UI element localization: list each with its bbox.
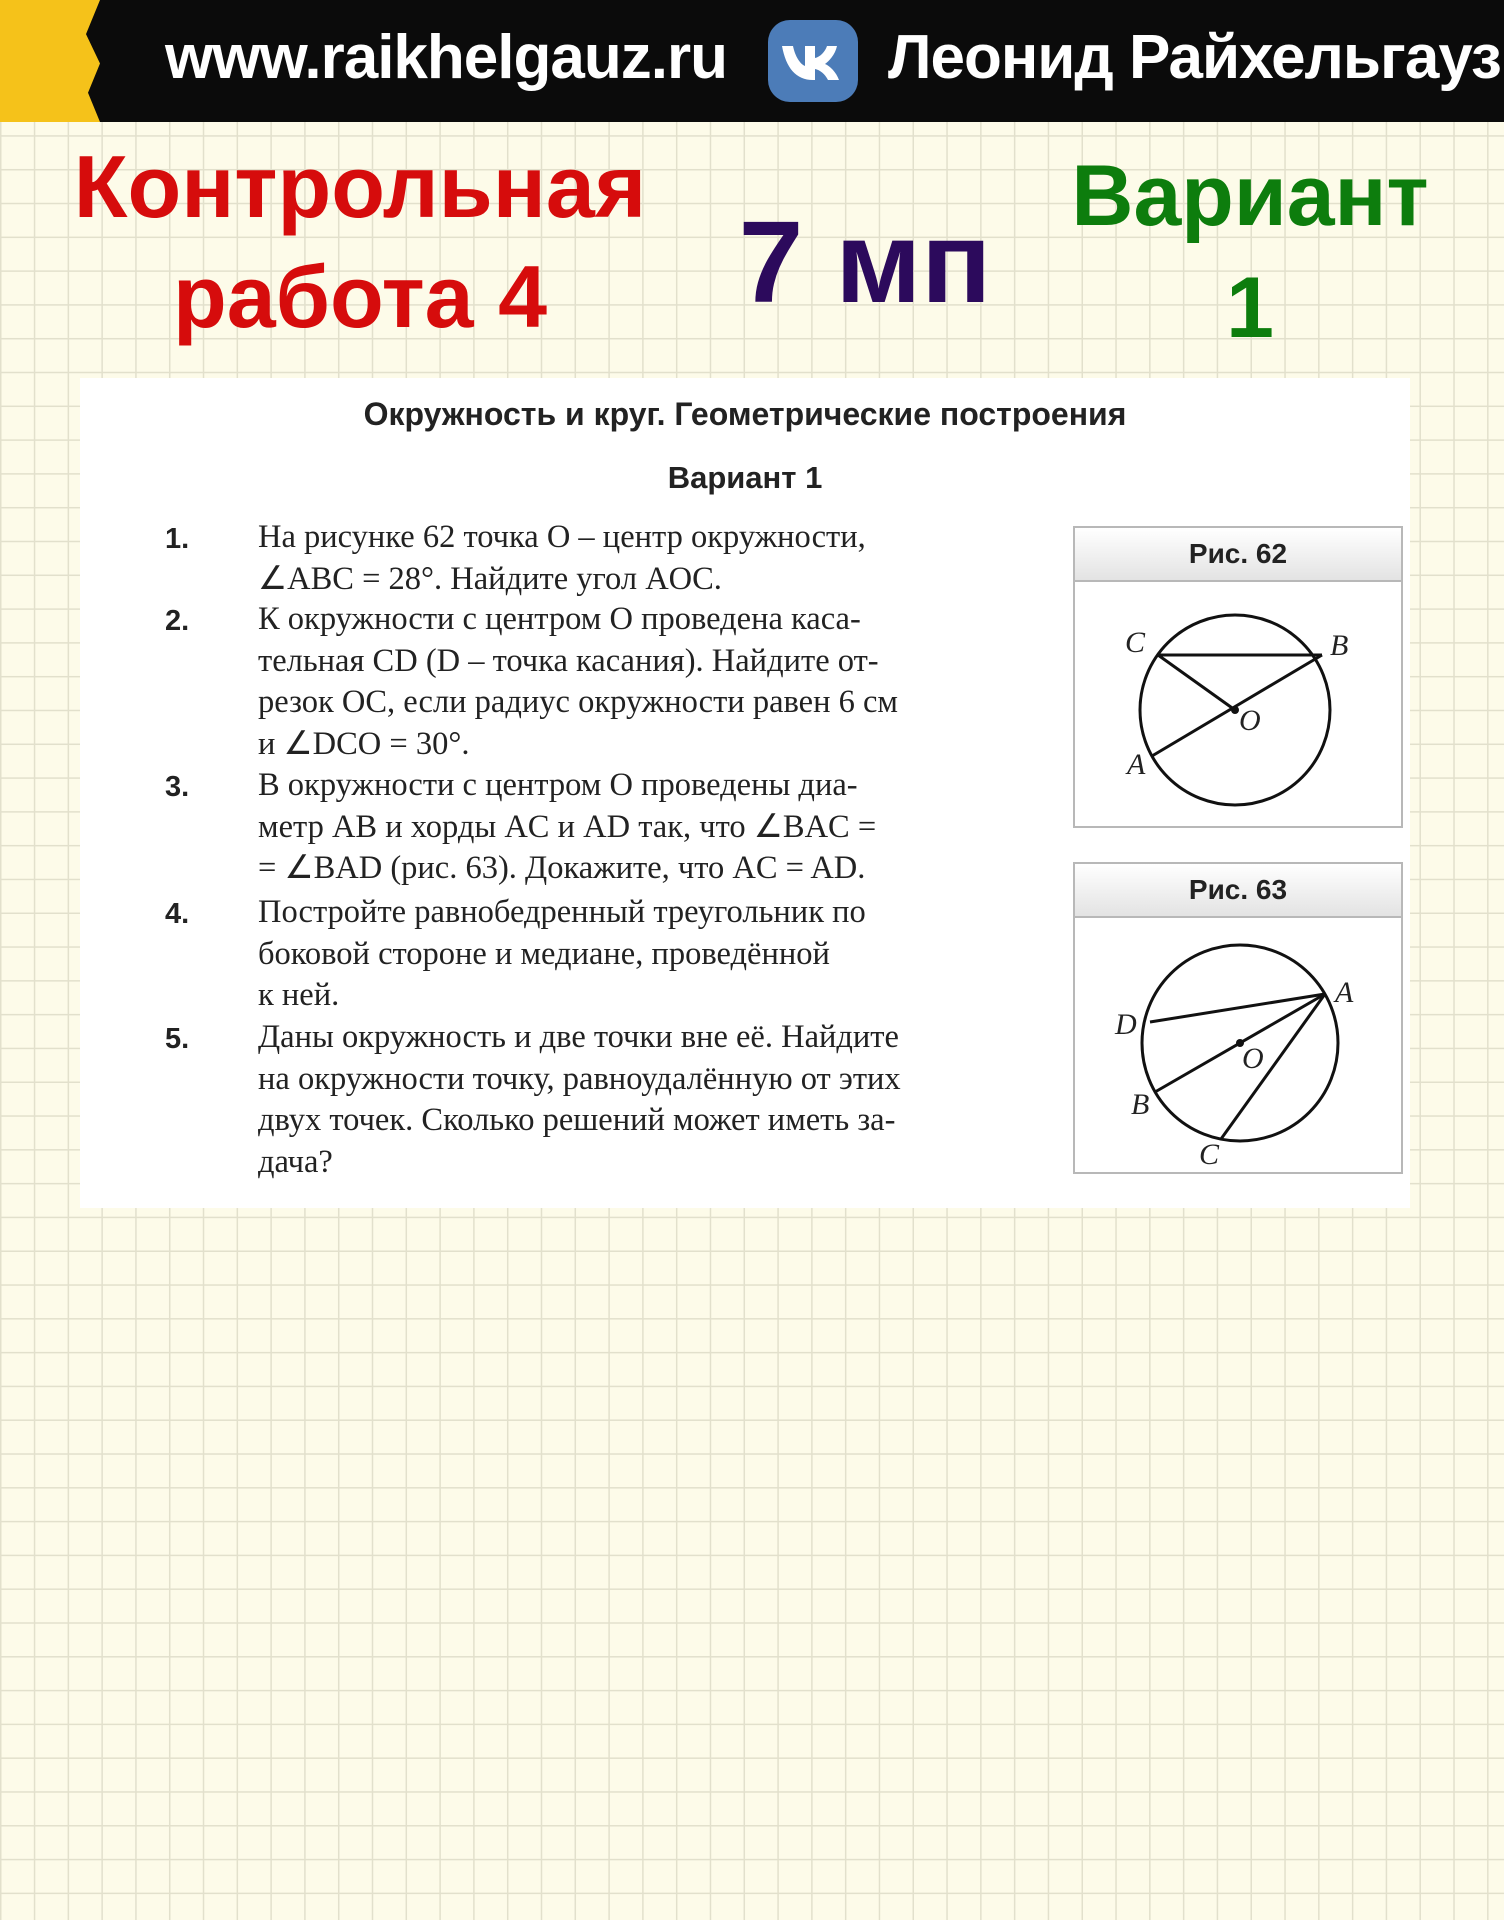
variant-title-line2: 1 xyxy=(1226,260,1274,356)
worksheet-heading: Окружность и круг. Геометрические построения xyxy=(363,396,1127,432)
problem-line: В окружности с центром O проведены диа- xyxy=(258,767,858,803)
yellow-tab xyxy=(0,0,100,122)
test-title xyxy=(40,132,680,352)
figure-label: Рис. 62 xyxy=(1075,528,1401,582)
point-label-c: C xyxy=(1199,1138,1220,1171)
problem-line: К окружности с центром O проведена каса- xyxy=(258,601,861,637)
test-title-line1: Контрольная xyxy=(73,137,647,236)
problem-number: 4. xyxy=(165,898,190,930)
figure-63 xyxy=(1073,862,1403,1174)
figure-62-diagram xyxy=(1075,582,1401,826)
test-title-line2: работа 4 xyxy=(172,247,548,346)
problem-number: 1. xyxy=(165,523,190,555)
worksheet xyxy=(80,378,1410,1208)
problem-line: На рисунке 62 точка O – центр окружности, xyxy=(258,519,866,555)
problem-number: 2. xyxy=(165,605,190,637)
segment-co xyxy=(1158,655,1235,710)
worksheet-variant: Вариант 1 xyxy=(667,460,823,495)
problem-line: резок OC, если радиус окружности равен 6 см xyxy=(258,684,898,720)
center-point xyxy=(1231,706,1239,714)
vk-logo-icon[interactable] xyxy=(768,20,858,102)
problem-number: 3. xyxy=(165,771,190,803)
figure-label: Рис. 63 xyxy=(1075,864,1401,918)
problem-line: = ∠BAD (рис. 63). Докажите, что AC = AD. xyxy=(258,850,866,886)
problem-line: дача? xyxy=(258,1143,333,1180)
variant-title xyxy=(1050,140,1450,364)
variant-title-line1: Вариант xyxy=(1071,148,1429,244)
point-label-o: O xyxy=(1239,704,1261,737)
problem-line: боковой стороне и медиане, проведённой xyxy=(258,935,830,972)
problem-text xyxy=(258,517,1108,600)
problem-text xyxy=(258,765,1108,890)
figure-63-diagram xyxy=(1075,918,1401,1172)
top-banner xyxy=(0,0,1504,122)
problem-line: на окружности точку, равноудалённую от этих xyxy=(258,1060,901,1097)
point-label-c: C xyxy=(1125,626,1146,659)
problem-line: метр AB и хорды AC и AD так, что ∠BAC = xyxy=(258,808,877,845)
point-label-d: D xyxy=(1115,1008,1137,1041)
grade-title: 7 мп xyxy=(738,197,992,327)
problem-text xyxy=(258,1017,1108,1183)
problem-number: 5. xyxy=(165,1023,190,1055)
problem-line: ∠ABC = 28°. Найдите угол AOC. xyxy=(258,560,722,597)
problem-line: к ней. xyxy=(258,977,340,1013)
point-label-b: B xyxy=(1330,629,1349,662)
problem-line: двух точек. Сколько решений может иметь за- xyxy=(258,1102,896,1138)
problem-text xyxy=(258,599,1108,765)
point-label-a: A xyxy=(1127,748,1146,781)
point-label-o: O xyxy=(1242,1042,1264,1075)
point-label-b: B xyxy=(1131,1088,1150,1121)
problem-line: и ∠DCO = 30°. xyxy=(258,725,470,762)
problem-text xyxy=(258,892,1108,1017)
problem-line: Даны окружность и две точки вне её. Найдите xyxy=(258,1019,899,1055)
figure-62 xyxy=(1073,526,1403,828)
chord-ac xyxy=(1221,994,1325,1139)
site-url[interactable]: www.raikhelgauz.ru xyxy=(165,23,727,92)
problem-line: Постройте равнобедренный треугольник по xyxy=(258,894,866,930)
author-name[interactable]: Леонид Райхельгауз xyxy=(888,23,1501,92)
point-label-a: A xyxy=(1335,976,1354,1009)
problem-line: тельная CD (D – точка касания). Найдите от- xyxy=(258,642,879,679)
